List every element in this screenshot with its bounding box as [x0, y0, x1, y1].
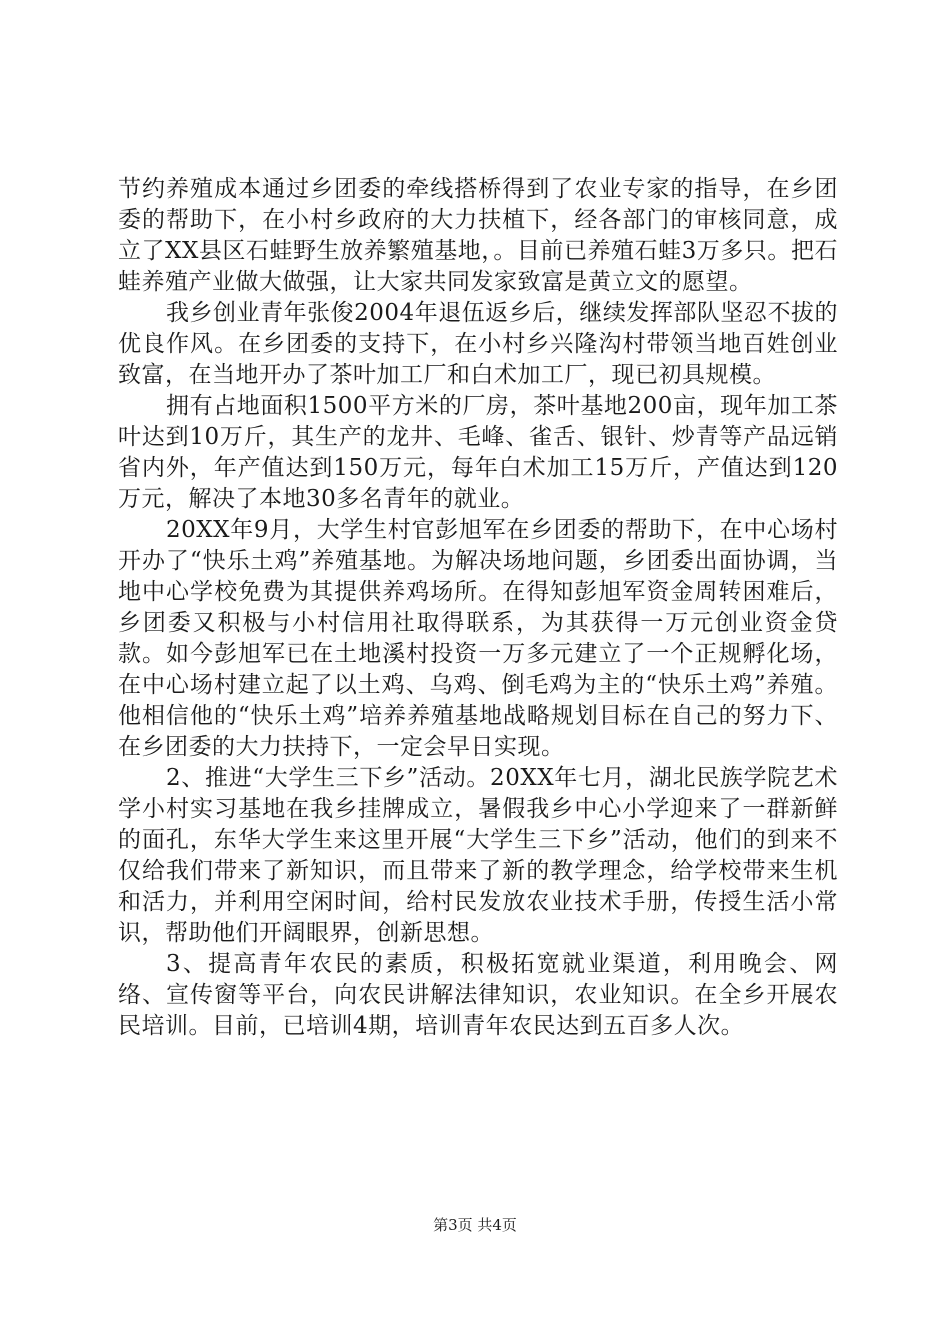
paragraph-stone-frog-farm: 节约养殖成本通过乡团委的牵线搭桥得到了农业专家的指导，在乡团委的帮助下，在小村乡政府的大力扶植下，经各部门的审核同意，成立了XX县区石蛙野生放养繁殖基地，。目前已养殖石蛙3万多只。把石蛙养殖产业做大做强，让大家共同发家致富是黄立文的愿望。: [118, 176, 838, 295]
paragraph-three-to-countryside: 2、推进“大学生三下乡”活动。20XX年七月，湖北民族学院艺术学小村实习基地在我乡挂牌成立，暑假我乡中心小学迎来了一群新鲜的面孔，东华大学生来这里开展“大学生三下乡”活动，他们的到来不仅给我们带来了新知识，而且带来了新的教学理念，给学校带来生机和活力，并利用空闲时间，给村民发放农业技术手册，传授生活小常识，帮助他们开阔眼界，创新思想。: [118, 765, 838, 946]
paragraph-zhang-jun: 我乡创业青年张俊2004年退伍返乡后，继续发挥部队坚忍不拔的优良作风。在乡团委的支持下，在小村乡兴隆沟村带领当地百姓创业致富，在当地开办了茶叶加工厂和白术加工厂，现已初具规模。: [118, 300, 838, 388]
paragraph-tea-factory: 拥有占地面积1500平方米的厂房，茶叶基地200亩，现年加工茶叶达到10万斤，其生产的龙井、毛峰、雀舌、银针、炒青等产品远销省内外，年产值达到150万元，每年白术加工15万斤，产值达到120万元，解决了本地30多名青年的就业。: [118, 393, 838, 512]
paragraph-farmer-training: 3、提高青年农民的素质，积极拓宽就业渠道，利用晚会、网络、宣传窗等平台，向农民讲解法律知识，农业知识。在全乡开展农民培训。目前，已培训4期，培训青年农民达到五百多人次。: [118, 951, 838, 1039]
paragraph-happy-chicken: 20XX年9月，大学生村官彭旭军在乡团委的帮助下，在中心场村开办了“快乐土鸡”养殖基地。为解决场地问题，乡团委出面协调，当地中心学校免费为其提供养鸡场所。在得知彭旭军资金周转困难后，乡团委又积极与小村信用社取得联系，为其获得一万元创业资金贷款。如今彭旭军已在土地溪村投资一万多元建立了一个正规孵化场，在中心场村建立起了以土鸡、乌鸡、倒毛鸡为主的“快乐土鸡”养殖。他相信他的“快乐土鸡”培养养殖基地战略规划目标在自己的努力下、在乡团委的大力扶持下，一定会早日实现。: [118, 517, 838, 760]
document-body: [118, 174, 838, 1042]
page-number-footer: 第3页 共4页: [433, 1216, 517, 1234]
